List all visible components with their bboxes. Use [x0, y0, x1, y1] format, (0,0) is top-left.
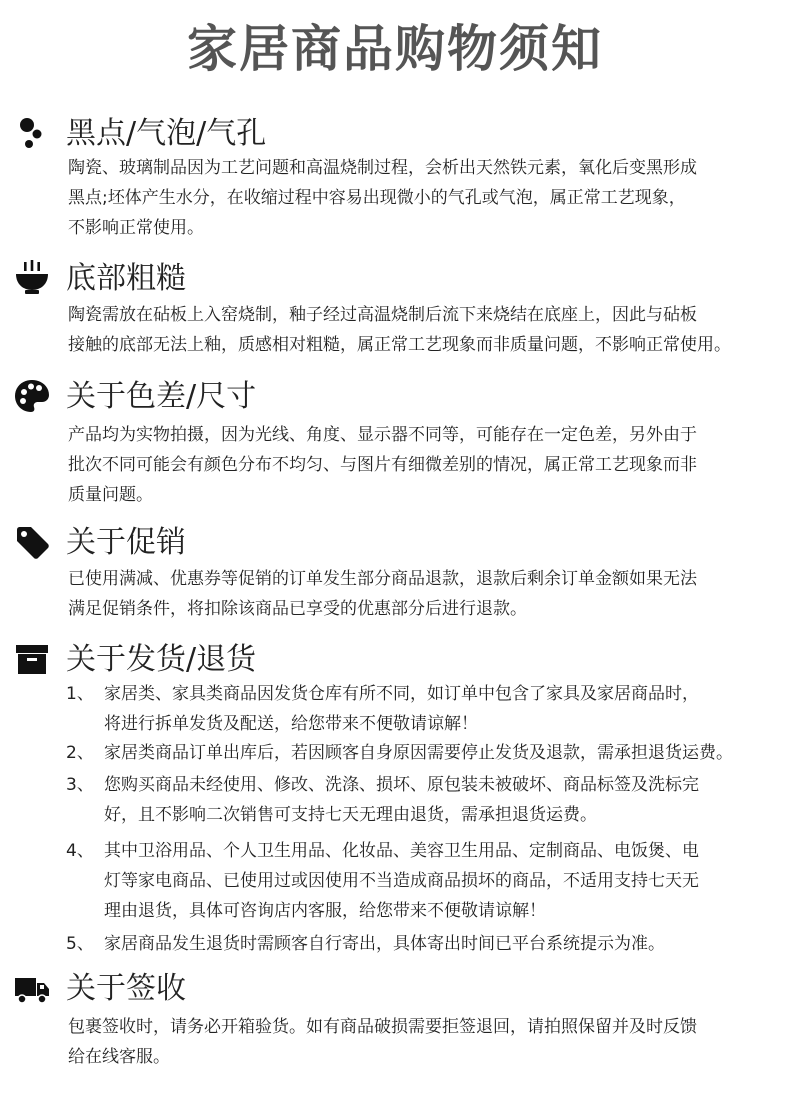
truck-icon: [14, 970, 50, 1006]
section-title: 底部粗糙: [66, 261, 186, 296]
section-body: 陶瓷需放在砧板上入窑烧制，釉子经过高温烧制后流下来烧结在底座上，因此与砧板 接触的底部无法上釉，质感相对粗糙，属正常工艺现象而非质量问题，不影响正常使用。: [68, 305, 731, 355]
section-body: 包裹签收时，请务必开箱验货。如有商品破损需要拒签退回，请拍照保留并及时反馈 给在线客服。: [68, 1017, 697, 1067]
section-title: 关于色差/尺寸: [66, 379, 257, 414]
bubbles-icon: [14, 115, 50, 151]
section-title: 关于发货/退货: [66, 642, 257, 677]
section-rough-bottom: [0, 258, 790, 355]
tag-icon: [14, 524, 50, 560]
section-color-size: [0, 376, 790, 505]
palette-icon: [14, 378, 50, 414]
section-promotion: [0, 522, 790, 619]
section-title: 关于促销: [66, 525, 186, 560]
section-body: 产品均为实物拍摄，因为光线、角度、显示器不同等，可能存在一定色差，另外由于 批次不同可能会有颜色分布不均匀、与图片有细微差别的情况，属正常工艺现象而非 质量问题。: [68, 425, 697, 505]
bowl-icon: [14, 260, 50, 296]
section-body: 已使用满减、优惠券等促销的订单发生部分商品退款，退款后剩余订单金额如果无法 满足促销条件，将扣除该商品已享受的优惠部分后进行退款。: [68, 569, 697, 619]
section-title: 黑点/气泡/气孔: [66, 116, 267, 151]
section-receipt: [0, 968, 790, 1067]
section-title: 关于签收: [66, 971, 186, 1006]
section-body: 陶瓷、玻璃制品因为工艺问题和高温烧制过程，会析出天然铁元素，氧化后变黑形成 黑点;坯体产生水分，在收缩过程中容易出现微小的气孔或气泡，属正常工艺现象， 不影响正常使用。: [68, 158, 697, 238]
page-title: 家居商品购物须知: [187, 20, 603, 78]
section-shipping-returns: 关于发货/退货 1、 家居类、家具类商品因发货仓库有所不同，如订单中包含了家具及家居商品时， 将进行拆单发货及配送，给您带来不便敬请谅解！ 2、 家居类商品订单出库后，若因顾客自身原因需要停止发货及退款，需承担退货运费。 3、 您购买商品未经使用、修改、洗涤、损坏、原包装未被破坏、商品标签及洗标完 好，且不影响二次销售可支持七天无理由退货，需承担退货运费。 4、 其中卫浴用品、个人卫生用品、化妆品、美容卫生用品、定制商品、电饭煲、电 灯等家电商品、已使用过或因使用不当造成商品损坏的商品，不适用支持七天无 理由退货，具体可咨询店内客服，给您带来不便敬请谅解！ 5、 家居商品发生退货时需顾客自行寄出，具体寄出时间已平台系统提示为准。: [0, 639, 790, 683]
box-icon: [14, 641, 50, 677]
section-black-spots: [0, 113, 790, 238]
